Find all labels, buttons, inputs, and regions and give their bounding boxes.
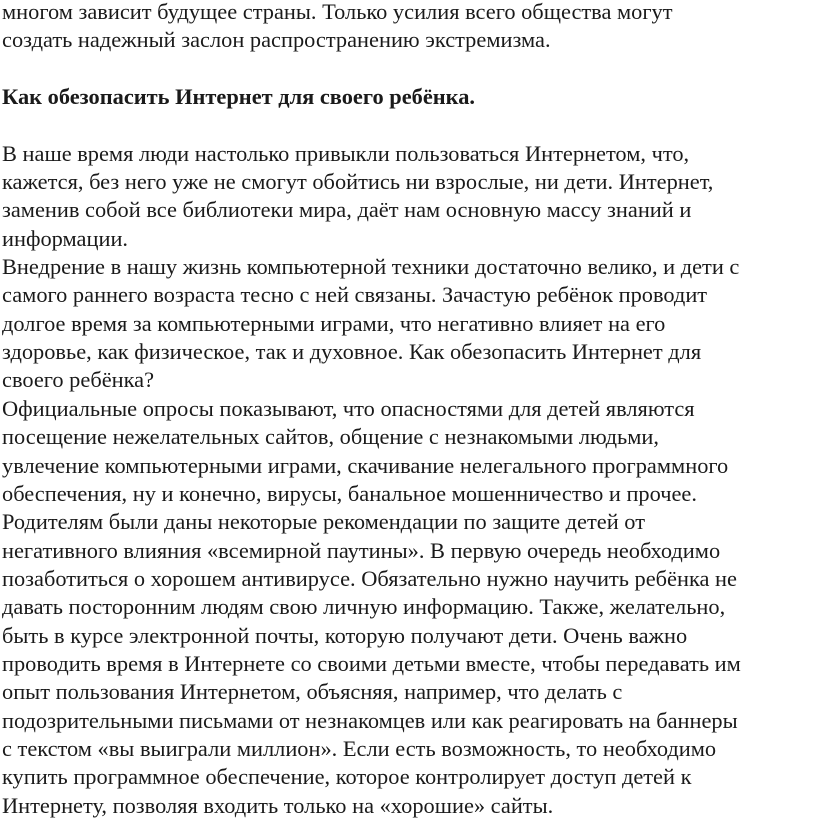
text-line: заменив собой все библиотеки мира, даёт нам основную массу знаний и <box>2 197 692 223</box>
text-line: подозрительными письмами от незнакомцев или как реагировать на баннеры <box>2 707 738 733</box>
text-line: Родителям были даны некоторые рекомендации по защите детей от <box>2 509 645 535</box>
text-line: с текстом «вы выиграли миллион». Если есть возможность, то необходимо <box>2 735 717 761</box>
text-line: самого раннего возраста тесно с ней связаны. Зачастую ребёнок проводит <box>2 282 708 308</box>
text-line: кажется, без него уже не смогут обойтись ни взрослые, ни дети. Интернет, <box>2 169 714 195</box>
text-line: быть в курсе электронной почты, которую получают дети. Очень важно <box>2 622 688 648</box>
text-line: своего ребёнка? <box>2 367 155 393</box>
text-line: позаботиться о хорошем антивирусе. Обязательно нужно научить ребёнка не <box>2 565 737 591</box>
text-line: посещение нежелательных сайтов, общение с незнакомыми людьми, <box>2 424 659 450</box>
text-line: опыт пользования Интернетом, объясняя, например, что делать с <box>2 679 623 705</box>
text-line: долгое время за компьютерными играми, что негативно влияет на его <box>2 310 666 336</box>
body-text <box>2 140 814 820</box>
text-line: создать надежный заслон распространению экстремизма. <box>2 27 551 53</box>
text-line: увлечение компьютерными играми, скачивание нелегального программного <box>2 452 729 478</box>
text-line: Интернету, позволяя входить только на «хорошие» сайты. <box>2 792 554 818</box>
document-page <box>2 0 814 820</box>
text-line: давать посторонним людям свою личную информацию. Также, желательно, <box>2 594 726 620</box>
text-line: Внедрение в нашу жизнь компьютерной техники достаточно велико, и дети с <box>2 254 740 280</box>
paragraph-spacer <box>2 111 814 139</box>
text-line: многом зависит будущее страны. Только усилия всего общества могут <box>2 0 673 24</box>
text-line: В наше время люди настолько привыкли пользоваться Интернетом, что, <box>2 140 690 166</box>
paragraph-spacer <box>2 55 814 83</box>
text-line: негативного влияния «всемирной паутины». В первую очередь необходимо <box>2 537 721 563</box>
section-heading: Как обезопасить Интернет для своего ребёнка. <box>2 84 476 110</box>
text-line: здоровье, как физическое, так и духовное. Как обезопасить Интернет для <box>2 339 702 365</box>
text-line: купить программное обеспечение, которое контролирует доступ детей к <box>2 764 692 790</box>
text-line: проводить время в Интернете со своими детьми вместе, чтобы передавать им <box>2 650 741 676</box>
text-line: обеспечения, ну и конечно, вирусы, банальное мошенничество и прочее. <box>2 480 697 506</box>
text-line: Официальные опросы показывают, что опасностями для детей являются <box>2 395 695 421</box>
text-line: информации. <box>2 225 129 251</box>
intro-paragraph <box>2 0 814 55</box>
